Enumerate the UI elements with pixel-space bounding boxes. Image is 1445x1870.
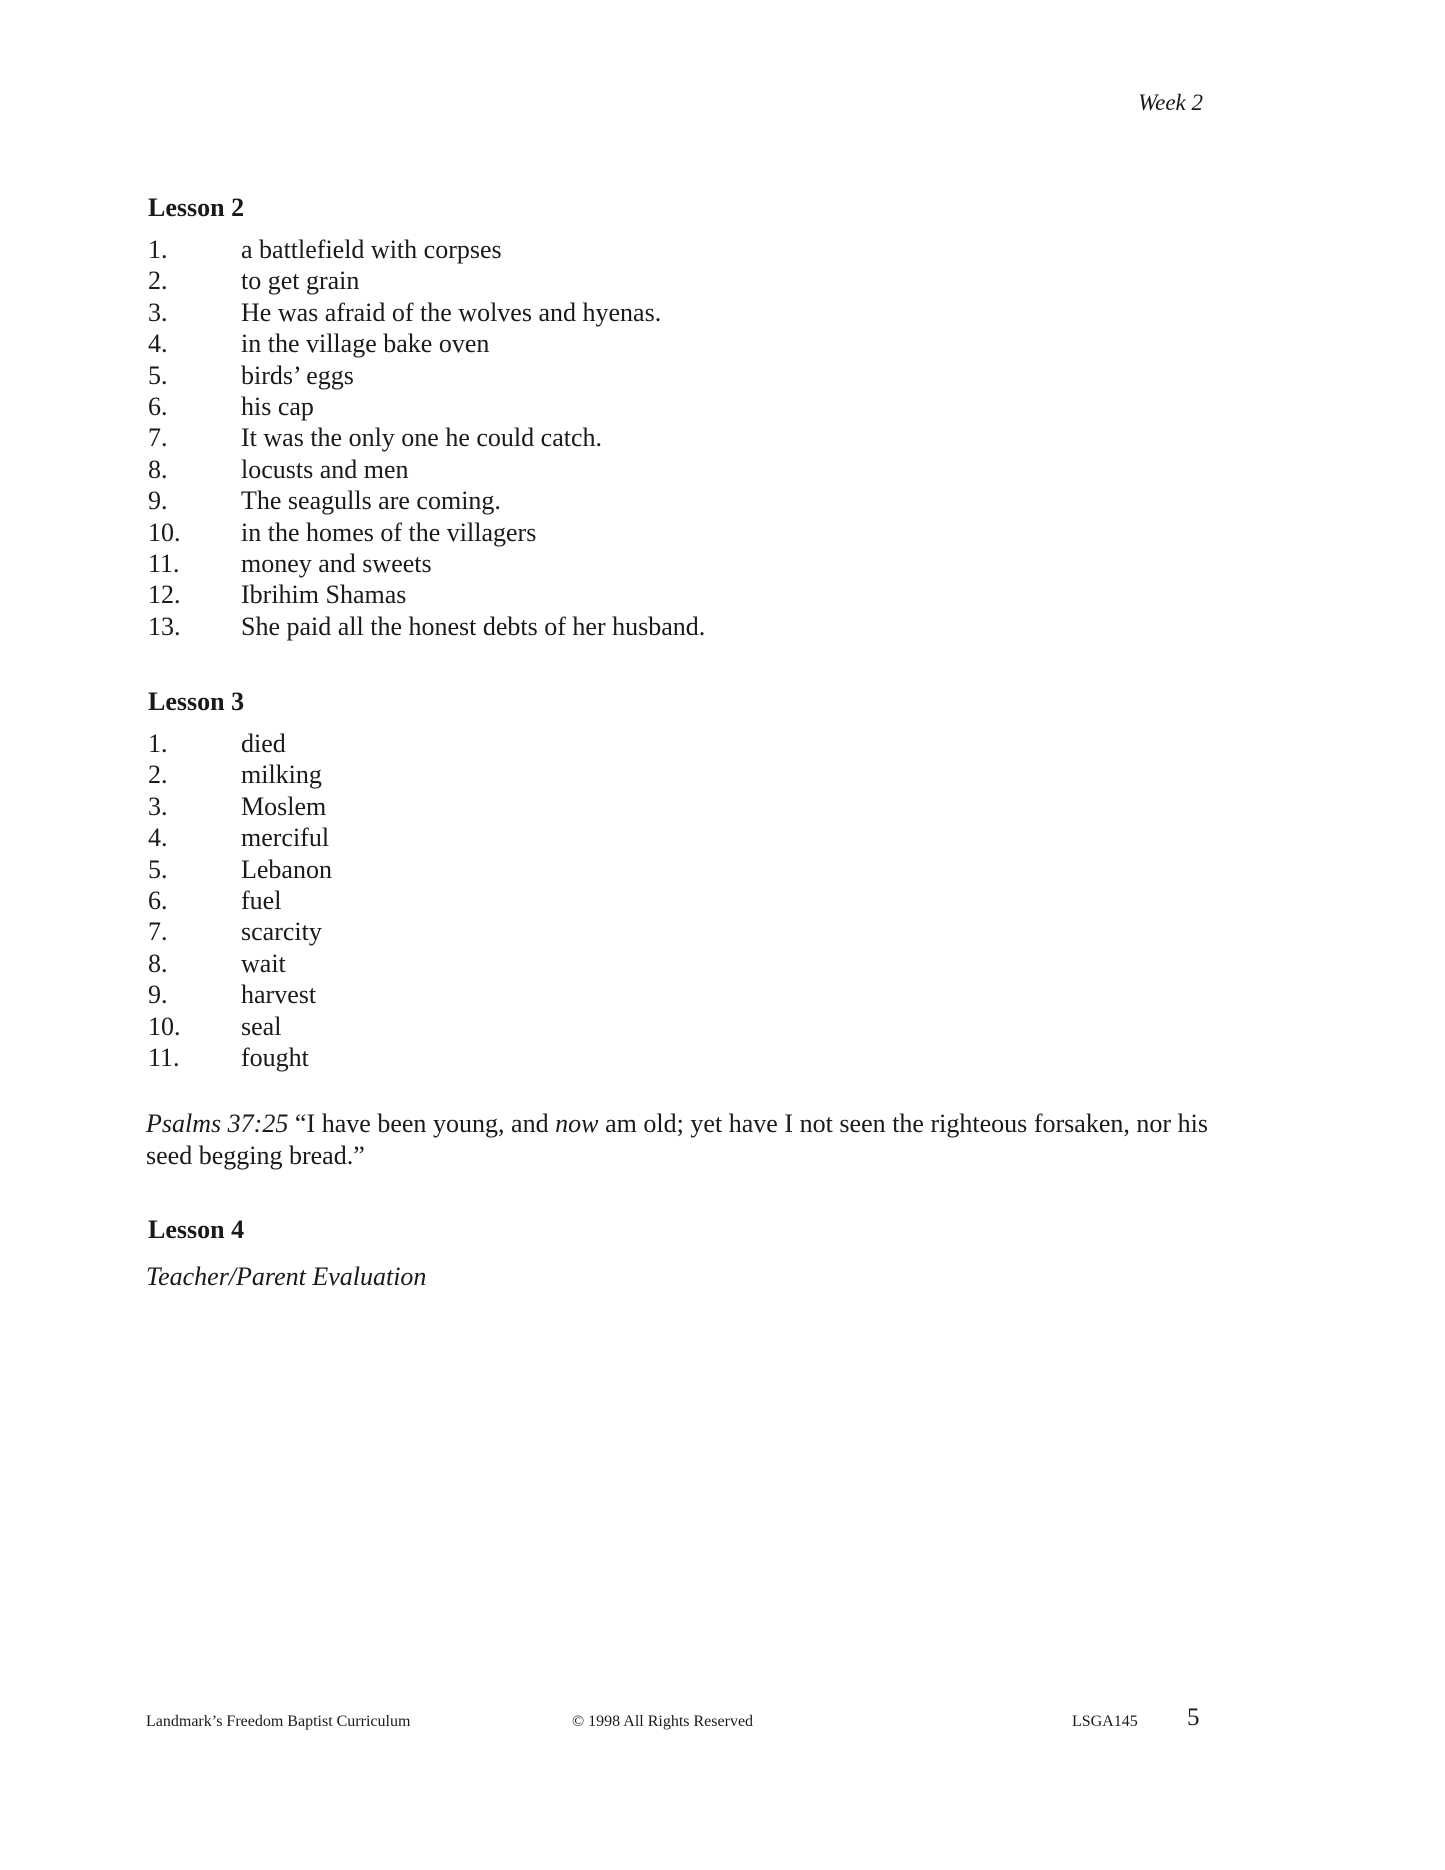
list-item [148, 485, 1208, 516]
item-number: 2. [148, 266, 168, 296]
item-answer: Lebanon [241, 854, 332, 884]
item-answer: in the homes of the villagers [241, 517, 537, 547]
item-number: 6. [148, 391, 168, 421]
item-answer: fought [241, 1042, 309, 1072]
item-number: 9. [148, 980, 168, 1010]
item-answer: Moslem [241, 791, 327, 821]
item-number: 6. [148, 885, 168, 915]
footer-publisher: Landmark’s Freedom Baptist Curriculum [146, 1713, 411, 1730]
verse-text-start: “I have been young, and [288, 1109, 556, 1138]
lesson-2-section [148, 192, 1208, 642]
item-number: 8. [148, 948, 168, 978]
item-number: 5. [148, 360, 168, 390]
list-item [148, 1042, 1208, 1073]
week-label: Week 2 [1138, 90, 1203, 115]
item-number: 7. [148, 917, 168, 947]
item-number: 10. [148, 517, 181, 547]
list-item [148, 265, 1208, 296]
item-answer: died [241, 729, 286, 758]
list-item [148, 391, 1208, 422]
list-item [148, 822, 1208, 853]
list-item [148, 454, 1208, 485]
scripture-verse [146, 1108, 1208, 1172]
lesson-4-section [148, 1214, 1208, 1256]
list-item [148, 517, 1208, 548]
lesson-4-heading: Lesson 4 [148, 1215, 245, 1244]
footer-code: LSGA145 [1072, 1713, 1138, 1730]
item-answer: harvest [241, 980, 317, 1010]
item-answer: She paid all the honest debts of her husband. [241, 611, 706, 641]
item-answer: his cap [241, 391, 314, 421]
item-number: 10. [148, 1011, 181, 1041]
list-item [148, 422, 1208, 453]
item-answer: wait [241, 948, 286, 978]
item-number: 8. [148, 454, 168, 484]
item-answer: seal [241, 1011, 282, 1041]
list-item [148, 234, 1208, 265]
item-answer: merciful [241, 823, 330, 853]
item-answer: a battlefield with corpses [241, 235, 502, 264]
item-answer: money and sweets [241, 548, 432, 578]
item-answer: scarcity [241, 917, 322, 947]
item-answer: fuel [241, 885, 282, 915]
list-item [148, 854, 1208, 885]
item-answer: The seagulls are coming. [241, 486, 501, 516]
item-answer: locusts and men [241, 454, 409, 484]
item-number: 3. [148, 791, 168, 821]
lesson-3-heading: Lesson 3 [148, 687, 245, 716]
item-number: 9. [148, 486, 168, 516]
list-item [148, 548, 1208, 579]
list-item [148, 297, 1208, 328]
item-answer: birds’ eggs [241, 360, 354, 390]
list-item [148, 979, 1208, 1010]
lesson-3-section [148, 686, 1208, 1073]
item-number: 4. [148, 823, 168, 853]
list-item [148, 360, 1208, 391]
list-item [148, 328, 1208, 359]
list-item [148, 759, 1208, 790]
list-item [148, 885, 1208, 916]
page-number: 5 [1187, 1704, 1200, 1731]
item-answer: Ibrihim Shamas [241, 580, 407, 610]
list-item [148, 579, 1208, 610]
verse-reference: Psalms 37:25 [146, 1109, 289, 1138]
list-item [148, 611, 1208, 642]
item-answer: milking [241, 760, 322, 790]
item-number: 11. [148, 1042, 180, 1072]
verse-emphasis: now [555, 1109, 599, 1138]
lesson-4-note: Teacher/Parent Evaluation [146, 1262, 427, 1291]
item-answer: to get grain [241, 266, 360, 296]
item-number: 5. [148, 854, 168, 884]
list-item [148, 916, 1208, 947]
list-item [148, 791, 1208, 822]
item-answer: in the village bake oven [241, 329, 490, 359]
footer-copyright: © 1998 All Rights Reserved [572, 1713, 754, 1730]
lesson-2-heading: Lesson 2 [148, 193, 245, 222]
lesson-2-answer-list [148, 234, 1208, 642]
verse-text-end: am old; yet have I not seen the righteous forsaken, nor his seed begging bread.” [146, 1109, 1209, 1170]
item-number: 4. [148, 329, 168, 359]
item-number: 7. [148, 423, 168, 453]
list-item [148, 728, 1208, 759]
item-number: 2. [148, 760, 168, 790]
item-answer: He was afraid of the wolves and hyenas. [241, 297, 662, 327]
item-number: 13. [148, 611, 181, 641]
list-item [148, 1011, 1208, 1042]
lesson-3-answer-list [148, 728, 1208, 1073]
item-number: 1. [148, 235, 168, 264]
item-number: 3. [148, 297, 168, 327]
item-number: 1. [148, 729, 168, 758]
item-answer: It was the only one he could catch. [241, 423, 602, 453]
item-number: 11. [148, 548, 180, 578]
item-number: 12. [148, 580, 181, 610]
list-item [148, 948, 1208, 979]
